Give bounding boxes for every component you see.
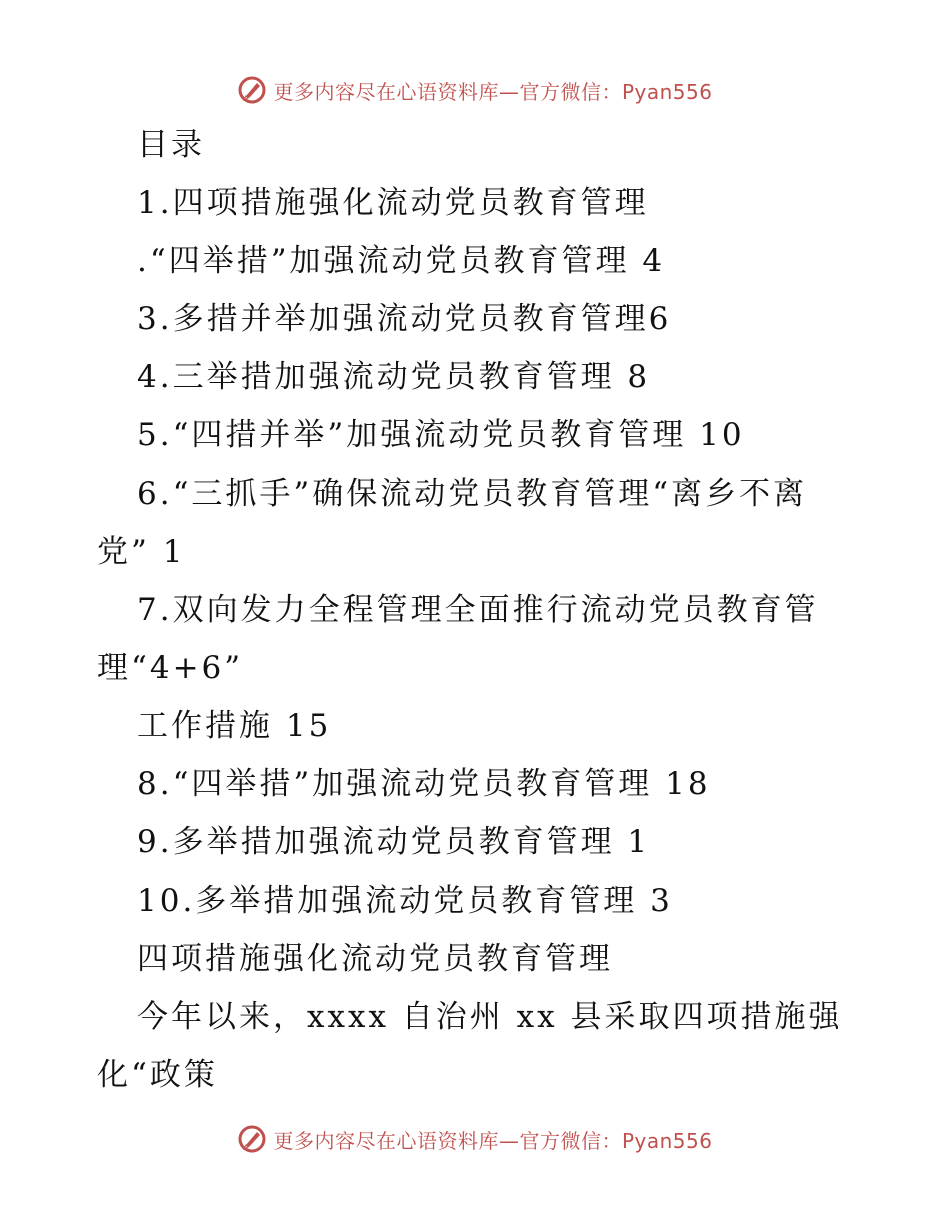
- toc-entry-9: 9.多举措加强流动党员教育管理 1: [137, 824, 651, 860]
- toc-entry-6-continued: 党” 1: [97, 534, 186, 570]
- section-title: 四项措施强化流动党员教育管理: [137, 941, 613, 977]
- body-paragraph-continued: 化“政策: [97, 1057, 218, 1093]
- toc-heading: 目录: [137, 127, 205, 163]
- toc-entry-2: .“四举措”加强流动党员教育管理 4: [137, 243, 666, 279]
- toc-entry-7-tail: 工作措施 15: [137, 708, 332, 744]
- watermark-text: 更多内容尽在心语资料库—官方微信：Pyan556: [273, 1128, 713, 1153]
- watermark-footer: [0, 1119, 950, 1159]
- body-paragraph: 今年以来，xxxx 自治州 xx 县采取四项措施强: [137, 999, 843, 1035]
- toc-entry-5: 5.“四措并举”加强流动党员教育管理 10: [137, 417, 745, 453]
- toc-entry-10: 10.多举措加强流动党员教育管理 3: [137, 883, 673, 919]
- toc-entry-6: 6.“三抓手”确保流动党员教育管理“离乡不离: [137, 476, 808, 512]
- toc-entry-7-continued: 理“4+6”: [97, 650, 244, 686]
- watermark-text: 更多内容尽在心语资料库—官方微信：Pyan556: [273, 79, 713, 104]
- pen-circle-logo-icon: [237, 75, 267, 105]
- watermark-header: [0, 70, 950, 110]
- pen-circle-logo-icon: [237, 1124, 267, 1154]
- toc-entry-4: 4.三举措加强流动党员教育管理 8: [137, 359, 651, 395]
- toc-entry-7: 7.双向发力全程管理全面推行流动党员教育管: [137, 592, 819, 628]
- toc-entry-1: 1.四项措施强化流动党员教育管理: [137, 185, 649, 221]
- toc-entry-8: 8.“四举措”加强流动党员教育管理 18: [137, 766, 711, 802]
- toc-entry-3: 3.多措并举加强流动党员教育管理6: [137, 301, 672, 337]
